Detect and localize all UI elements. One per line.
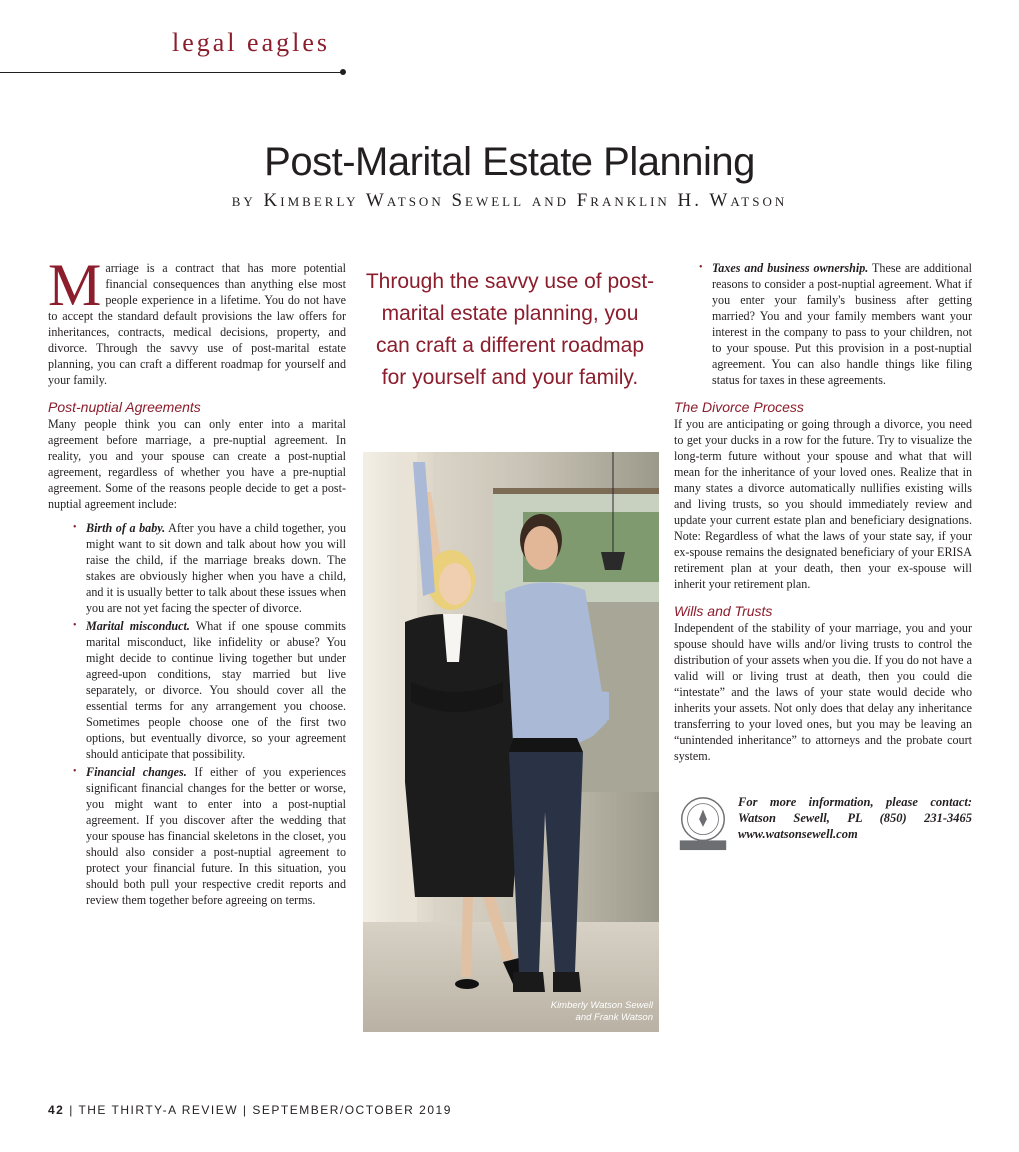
- contact-block: [674, 794, 972, 852]
- article-title: Post-Marital Estate Planning: [264, 140, 755, 184]
- florida-bar-seal-icon: [674, 794, 732, 852]
- wills-body: Independent of the stability of your marriage, you and your spouse should have wills and/or living trusts to control the distribution of your assets when you die. If you do not have a valid will or living trust at death, then you could die “intestate” and the laws of your state would decide who inherits your assets. Not only does that delay any inheritance transferring to your loved ones, but you may be leaving an “unintended inheritance” to attorneys and the probate court system.: [674, 621, 972, 763]
- bullet-text: If either of you experiences significant financial changes for the better or worse, you might want to enter into a post-nuptial agreement. If you discover after the wedding that your spouse has financial skeletons in the closet, you should also consider a post-nuptial agreement to protect your financial future. In this situation, you should both pull your respective credit reports and review them together before agreeing on terms.: [86, 765, 346, 907]
- article-byline: by Kimberly Watson Sewell and Franklin H. Watson: [231, 190, 788, 211]
- bullet-lead: Taxes and business ownership.: [712, 261, 869, 275]
- subhead-divorce: The Divorce Process: [674, 399, 804, 415]
- footer-separator: |: [242, 1103, 253, 1117]
- page-footer: [48, 1103, 452, 1117]
- pull-quote: Through the savvy use of post-marital estate planning, you can craft a different roadmap for yourself and your family.: [365, 270, 655, 389]
- portrait-illustration: [363, 452, 659, 1032]
- left-column: [48, 252, 347, 910]
- list-item: [86, 764, 346, 908]
- bullet-text: What if one spouse commits marital misconduct, like infidelity or abuse? You might decide to continue living together but under agreed-upon conditions, stay married but live separately, or divorce. You should cover all the essential terms for any arrangement you choose. Sometimes people choose one of the first two options, but eventually divorce, so your agreement should anticipate that possibility.: [86, 619, 347, 761]
- page-number: 42: [48, 1103, 65, 1117]
- postnuptial-reasons-list: [48, 520, 346, 908]
- divider-dot: [340, 69, 346, 75]
- issue-date: SEPTEMBER/OCTOBER 2019: [252, 1103, 452, 1117]
- section-divider: [0, 72, 342, 73]
- bullet-lead: Birth of a baby.: [86, 521, 166, 535]
- list-item: [86, 618, 346, 762]
- photo-caption: [551, 1000, 653, 1024]
- postnuptial-body: Many people think you can only enter into a marital agreement before marriage, a pre-nuptial agreement. In reality, you and your spouse can create a post-nuptial agreement, regardless of whether you have a pre-nuptial agreement. Some of the reasons people decide to get a post-nuptial agreement include:: [48, 417, 346, 511]
- intro-text: arriage is a contract that has more potential financial consequences than anything else most people experience in a lifetime. You do not have to accept the standard default provisions the law offers for inheritances, contracts, medical decisions, property, and divorce. Through the savvy use of post-marital estate planning, you can craft a different roadmap for yourself and your family.: [48, 261, 346, 387]
- divorce-body: If you are anticipating or going through a divorce, you need to get your ducks in a row for the future. Try to visualize the long-term future without your spouse and what that will mean for the inheritance of your loved ones. Realize that in many states a divorce automatically nullifies existing wills and living trusts, so you should immediately review and update your current estate plan and beneficiary designations. Note: Regardless of what the laws of your state say, if your ex-spouse remains the designated beneficiary of your ERISA retirement plan at your death, then your ex-spouse will inherit your retirement plan.: [674, 417, 972, 591]
- section-label: legal eagles: [172, 28, 330, 57]
- photo-caption-line2: and Frank Watson: [575, 1012, 653, 1023]
- author-photo: [363, 452, 659, 1032]
- intro-paragraph: [48, 252, 346, 388]
- subhead-postnuptial: Post-nuptial Agreements: [48, 399, 201, 415]
- list-item: [712, 260, 972, 388]
- drop-cap: M: [48, 252, 102, 318]
- bullet-lead: Financial changes.: [86, 765, 187, 779]
- bullet-text: After you have a child together, you might want to sit down and talk about how you will raise the child, if the marriage breaks down. The stakes are obviously higher when you have a child, and it is usually better to talk about these issues when you are not yet facing the specter of divorce.: [86, 521, 346, 615]
- postnuptial-reasons-list-continued: [674, 260, 972, 388]
- photo-caption-line1: Kimberly Watson Sewell: [550, 1000, 653, 1011]
- bullet-lead: Marital misconduct.: [86, 619, 190, 633]
- bullet-text: These are additional reasons to consider a post-nuptial agreement. What if you enter your family's business after getting married? You and your family members want your interest in the company to pass to your children, not to your spouse. Put this provision in a post-nuptial agreement. You can also handle things like filing status for taxes in these agreements.: [712, 261, 972, 387]
- right-column: [674, 260, 972, 852]
- footer-separator: |: [69, 1103, 79, 1117]
- list-item: [86, 520, 346, 616]
- contact-info: For more information, please contact: Watson Sewell, PL (850) 231-3465 www.watsonsewell.com: [738, 795, 972, 841]
- subhead-wills: Wills and Trusts: [674, 603, 773, 619]
- publication-name: THE THIRTY-A REVIEW: [78, 1103, 239, 1117]
